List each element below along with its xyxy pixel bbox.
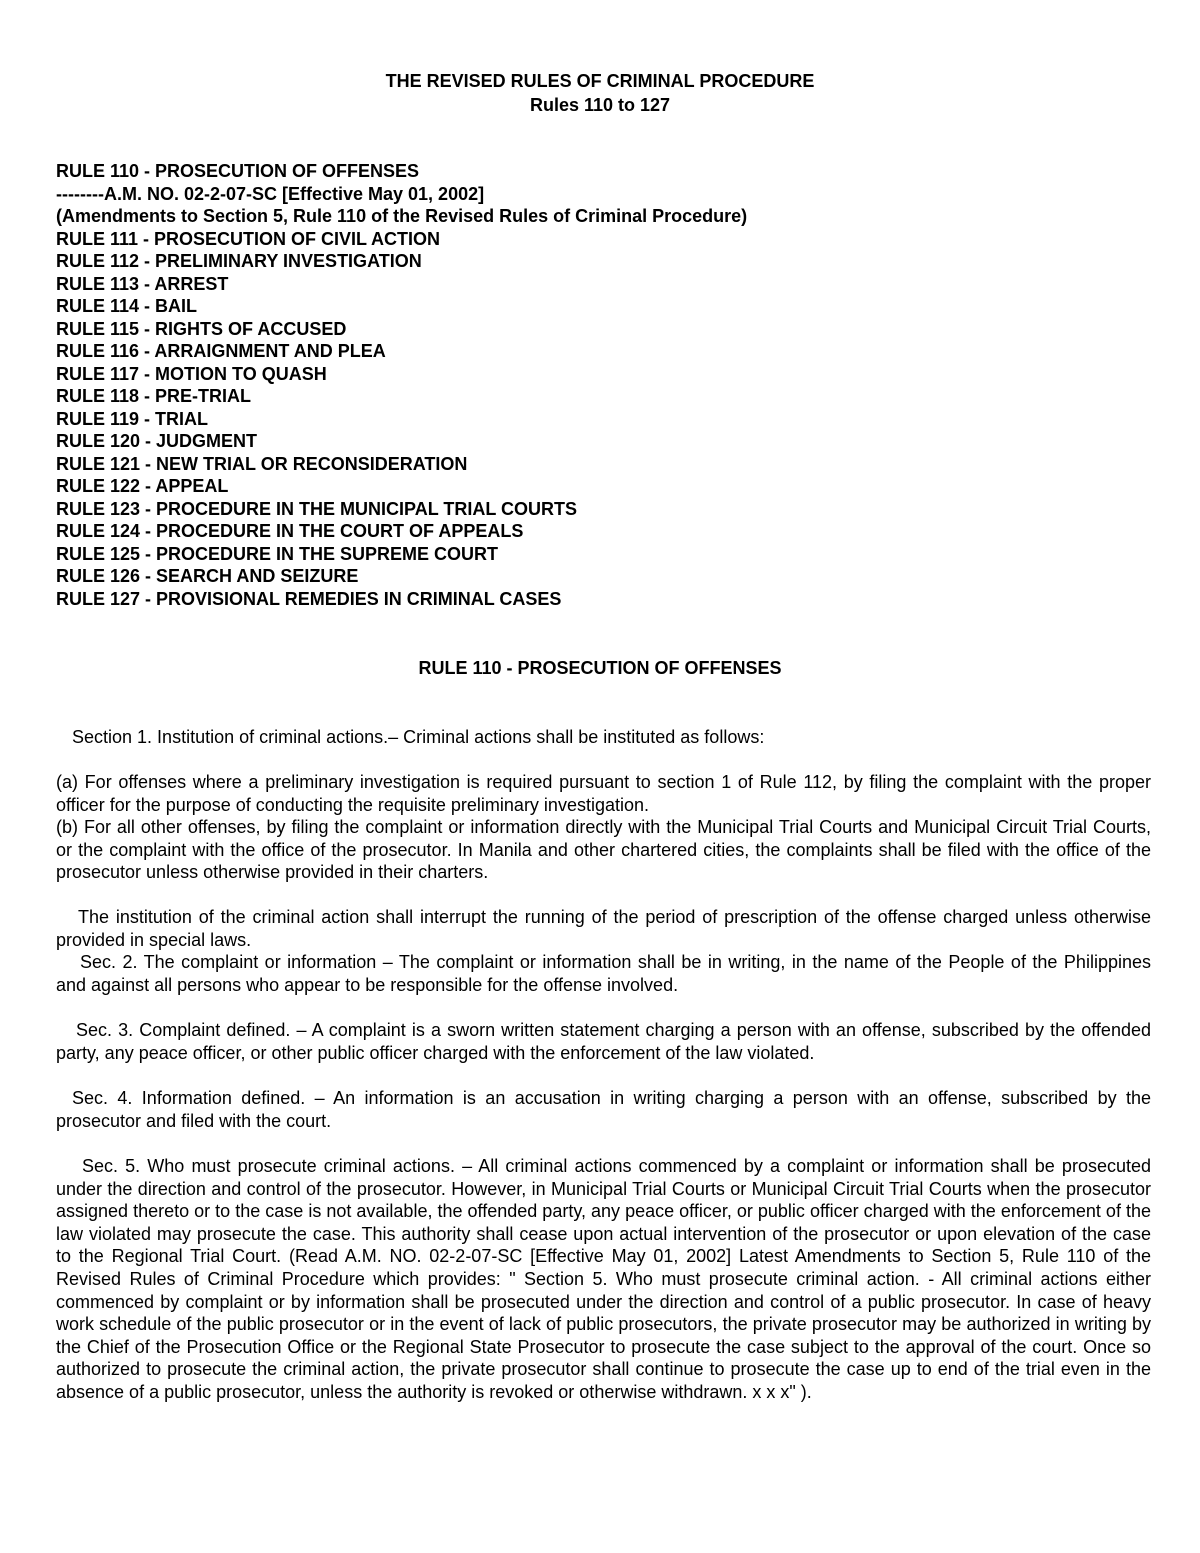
section-5-paragraph: Sec. 5. Who must prosecute criminal actions. – All criminal actions commenced by a complaint or information shall be prosecuted under the direction and control of the prosecutor. However, in Municipal Trial Courts or Municipal Circuit Trial Courts when the prosecutor assigned thereto or to the case is not available, the offended party, any peace officer, or public officer charged with the enforcement of the law violated may prosecute the case. This authority shall cease upon actual intervention of the prosecutor or upon elevation of the case to the Regional Trial Court. (Read A.M. NO. 02-2-07-SC [Effective May 01, 2002] Latest Amendments to Section 5, Rule 110 of the Revised Rules of Criminal Procedure which provides: " Section 5. Who must prosecute criminal action. - All criminal actions either commenced by complaint or by information shall be prosecuted under the direction and control of a public prosecutor. In case of heavy work schedule of the public prosecutor or in the event of lack of public prosecutors, the private prosecutor may be authorized in writing by the Chief of the Prosecution Office or the Regional State Prosecutor to prosecute the case subject to the approval of the court. Once so authorized to prosecute the criminal action, the private prosecutor shall continue to prosecute the case up to end of the trial even in the absence of a public prosecutor, unless the authority is revoked or otherwise withdrawn. x x x" ).	[56, 1156, 1151, 1402]
toc-item: RULE 117 - MOTION TO QUASH	[56, 363, 327, 384]
table-of-contents	[56, 160, 1156, 610]
document-subtitle: Rules 110 to 127	[529, 95, 671, 115]
toc-item: (Amendments to Section 5, Rule 110 of the Revised Rules of Criminal Procedure)	[56, 206, 748, 226]
section-heading: RULE 110 - PROSECUTION OF OFFENSES	[418, 658, 782, 678]
toc-item: RULE 124 - PROCEDURE IN THE COURT OF APPEALS	[56, 521, 524, 541]
toc-item: RULE 125 - PROCEDURE IN THE SUPREME COURT	[56, 543, 499, 564]
section-1-paragraph: Section 1. Institution of criminal actions.– Criminal actions shall be instituted as follows:	[72, 727, 765, 747]
section-4-paragraph: Sec. 4. Information defined. – An information is an accusation in writing charging a person with an offense, subscribed by the prosecutor and filed with the court.	[56, 1088, 1151, 1131]
toc-item: RULE 123 - PROCEDURE IN THE MUNICIPAL TRIAL COURTS	[56, 498, 578, 519]
section-1a-paragraph: (a) For offenses where a preliminary investigation is required pursuant to section 1 of Rule 112, by filing the complaint with the proper officer for the purpose of conducting the requisite preliminary investigation.	[56, 772, 1151, 815]
document-title: THE REVISED RULES OF CRIMINAL PROCEDURE	[385, 71, 815, 91]
toc-item: RULE 127 - PROVISIONAL REMEDIES IN CRIMINAL CASES	[56, 588, 562, 609]
toc-item: RULE 111 - PROSECUTION OF CIVIL ACTION	[56, 228, 441, 249]
toc-item: RULE 116 - ARRAIGNMENT AND PLEA	[56, 341, 386, 361]
toc-item: RULE 126 - SEARCH AND SEIZURE	[56, 566, 359, 586]
toc-item: RULE 122 - APPEAL	[56, 476, 229, 496]
toc-item: RULE 114 - BAIL	[56, 296, 198, 316]
toc-item: RULE 112 - PRELIMINARY INVESTIGATION	[56, 251, 422, 271]
toc-item: RULE 121 - NEW TRIAL OR RECONSIDERATION	[56, 453, 468, 474]
toc-item: RULE 118 - PRE-TRIAL	[56, 386, 252, 406]
toc-item: RULE 113 - ARREST	[56, 273, 229, 294]
toc-item: RULE 115 - RIGHTS OF ACCUSED	[56, 318, 347, 339]
toc-item: --------A.M. NO. 02-2-07-SC [Effective May 01, 2002]	[56, 183, 485, 204]
section-3-paragraph: Sec. 3. Complaint defined. – A complaint is a sworn written statement charging a person with an offense, subscribed by the offended party, any peace officer, or other public officer charged with the enforcement of the law violated.	[56, 1020, 1151, 1063]
toc-item: RULE 119 - TRIAL	[56, 408, 209, 429]
toc-item: RULE 120 - JUDGMENT	[56, 431, 258, 451]
section-1-closing-paragraph: The institution of the criminal action shall interrupt the running of the period of prescription of the offense charged unless otherwise provided in special laws.	[56, 907, 1151, 950]
toc-item: RULE 110 - PROSECUTION OF OFFENSES	[56, 161, 420, 181]
section-1b-paragraph: (b) For all other offenses, by filing the complaint or information directly with the Municipal Trial Courts and Municipal Circuit Trial Courts, or the complaint with the office of the prosecutor. In Manila and other chartered cities, the complaints shall be filed with the office of the prosecutor unless otherwise provided in their charters.	[56, 817, 1151, 883]
section-2-paragraph: Sec. 2. The complaint or information – The complaint or information shall be in writing, in the name of the People of the Philippines and against all persons who appear to be responsible for the offense involved.	[56, 952, 1151, 995]
